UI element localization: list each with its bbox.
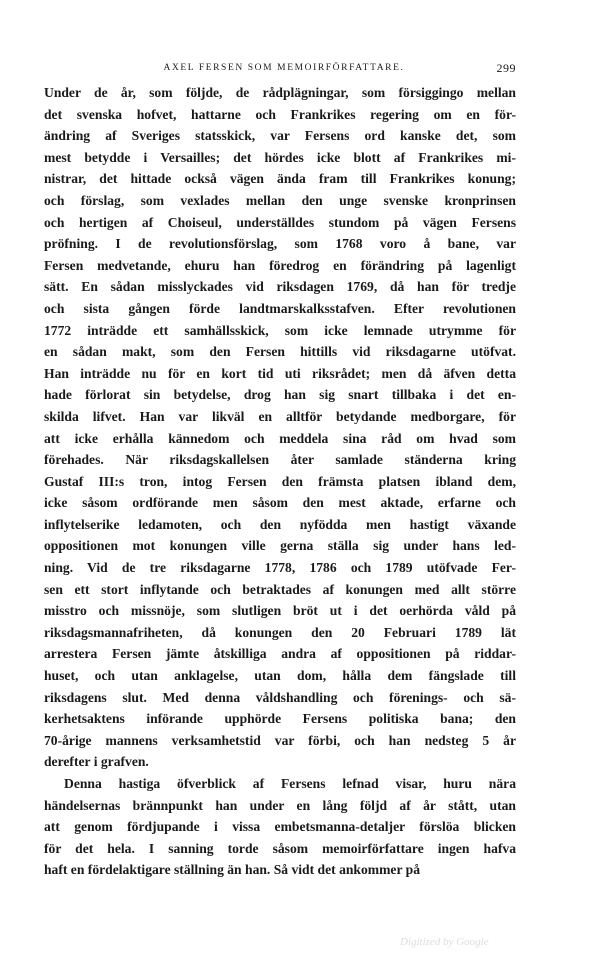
text-line: 70-årige mannens verksamhetstid var förbi, och han nedsteg 5 år [44, 732, 516, 748]
paragraph [44, 773, 516, 881]
text-line: ändring af Sveriges statsskick, var Fersens ord kanske det, som [44, 128, 516, 144]
text-line: händelsernas brännpunkt han under en lång följd af år stått, utan [44, 797, 516, 813]
body-text [44, 82, 516, 881]
text-line: att genom fördjupande i vissa embetsmanna-detaljer förslöa blicken [44, 819, 516, 835]
text-line: Under de år, som följde, de rådplägningar, som försiggingo mellan [44, 85, 516, 100]
text-line: inflytelserike ledamoten, och den nyfödda men hastigt växande [44, 516, 516, 532]
text-line: för det hela. I sanning torde såsom memoirförfattare ingen hafva [44, 840, 516, 856]
text-line: pröfning. I de revolutionsförslag, som 1768 voro å bane, var [44, 236, 516, 252]
text-line: skilda lifvet. Han var likväl en alltför betydande medborgare, för [44, 408, 516, 424]
text-line: 1772 inträdde ett samhällsskick, som icke lemnade utrymme för [44, 322, 516, 338]
text-line: haft en fördelaktigare ställning än han. Så vidt det ankommer på [44, 862, 421, 878]
text-line: kerhetsaktens införande upphörde Fersens politiska bana; den [44, 711, 516, 727]
text-line: oppositionen mot konungen ville gerna ställa sig under hans led- [44, 538, 516, 554]
text-line: nistrar, det hittade också vägen ända fram till Frankrikes konung; [44, 171, 516, 187]
text-line: huset, och utan anklagelse, utan dom, hålla dem fängslade till [44, 668, 516, 684]
running-title: AXEL FERSEN SOM MEMOIRFÖRFATTARE. [163, 63, 405, 73]
text-line: Denna hastiga öfverblick af Fersens lefnad visar, huru nära [64, 776, 516, 791]
text-line: att icke erhålla kännedom och meddela sina råd om hvad som [44, 430, 516, 446]
text-line: icke såsom ordförande men såsom den mest aktade, erfarne och [44, 495, 516, 511]
text-line: hade förlorat sin betydelse, drog han sig snart tillbaka i det en- [44, 387, 516, 403]
running-head [52, 60, 516, 76]
text-line: arrestera Fersen jämte åtskilliga andra af oppositionen på riddar- [44, 646, 516, 662]
text-line: sen ett stort inflytande och betraktades af konungen med allt större [44, 581, 516, 597]
text-line: det svenska hofvet, hattarne och Frankrikes regering om en för- [44, 106, 516, 122]
text-line: och hertigen af Choiseul, underställdes stundom på vägen Fersens [44, 214, 516, 230]
text-line: riksdagens slut. Med denna våldshandling och förenings- och sä- [44, 689, 516, 705]
text-line: mest betydde i Versailles; det hördes icke blott af Frankrikes mi- [44, 149, 516, 165]
text-line: Fersen medvetande, ehuru han föredrog en förändring på lagenligt [44, 257, 516, 273]
text-line: derefter i grafven. [44, 754, 149, 770]
page-number: 299 [496, 61, 516, 75]
text-line: och sista gången förde landtmarskalksstafven. Efter revolutionen [44, 300, 516, 316]
text-line: sätt. En sådan misslyckades vid riksdagen 1769, då han för tredje [44, 279, 516, 295]
text-line: förehades. När riksdagskallelsen åter samlade ständerna kring [44, 452, 516, 468]
text-line: ning. Vid de tre riksdagarne 1778, 1786 och 1789 utöfvade Fer- [44, 560, 516, 576]
text-line: misstro och missnöje, som slutligen bröt ut i det oerhörda våld på [44, 603, 516, 619]
text-line: och förslag, som vexlades mellan den unge svenske kronprinsen [44, 192, 516, 208]
text-line: en sådan makt, som den Fersen hittills vid riksdagarne utöfvat. [44, 344, 516, 360]
scan-watermark: Digitized by Google [400, 936, 489, 948]
text-line: riksdagsmannafriheten, då konungen den 20 Februari 1789 lät [44, 624, 516, 640]
text-line: Han inträdde nu för en kort tid uti riksrådet; men då äfven detta [44, 365, 516, 381]
paragraph [44, 82, 516, 773]
text-line: Gustaf III:s tron, intog Fersen den främsta platsen ibland dem, [44, 473, 516, 489]
